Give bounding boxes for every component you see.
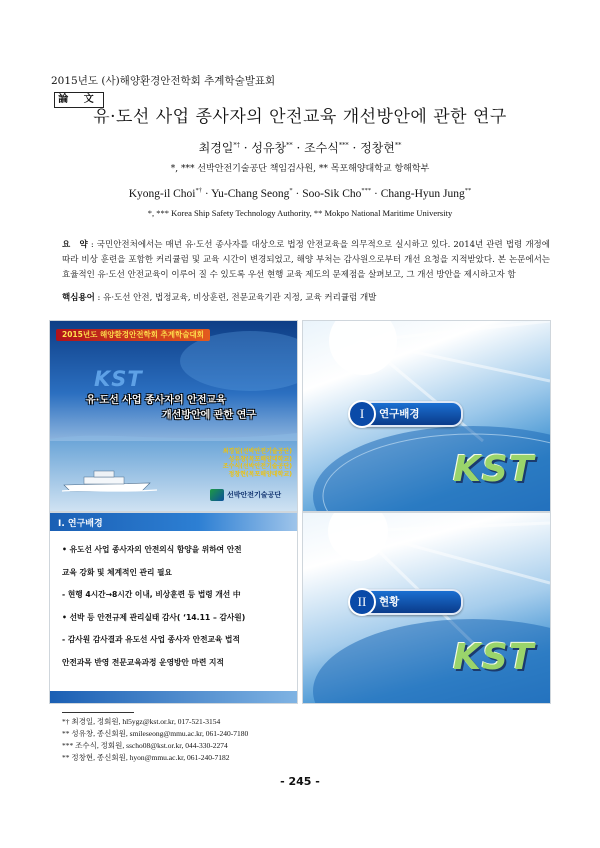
author-name: Soo-Sik Cho [302,188,362,200]
kst-logo-text: KST [94,367,143,391]
author-separator: · [239,141,252,155]
author-mark: *† [233,141,240,149]
bullet-line: 교육 강화 및 체계적인 관리 필요 [62,567,172,577]
author-mark: ** [394,141,402,149]
bullet-line: - 현행 4시간→8시간 이내, 비상훈련 등 법령 개선 中 [62,590,241,599]
author-name: 정창현 [360,141,395,155]
bullet-line: • 선박 등 안전규제 관리실태 감사( ‘14.11 – 감사원) [62,612,246,622]
slide-title-line-2: 개선방안에 관한 연구 [162,410,256,421]
author-name: Kyong-il Choi [128,188,196,200]
author-name: 성유창 [251,141,287,155]
slide-header-bar [50,513,297,531]
bullet-line: 안전과목 반영 전문교육과정 운영방안 마련 지적 [62,657,224,667]
slide-research-background [49,512,298,704]
footnote: ** 성유창, 종신회원, smileseong@mmu.ac.kr, 061-240-7180 [62,729,249,738]
presenter-name: 정창현(목포해양대학교) [228,470,292,478]
presenter-name: 최경일(선박안전기술공단) [222,448,292,455]
conference-header: 2015년도 (사)해양환경안전학회 추계학술발표회 [51,75,276,87]
article-type-tag: 論 文 [54,92,104,108]
slide-header-title: I. 연구배경 [58,519,103,529]
author-mark: * [289,187,293,194]
author-separator: · [202,188,212,200]
keywords-label: 핵심용어 [62,293,95,303]
footnote: ** 정창현, 종신회원, hyon@mmu.ac.kr, 061-240-7182 [62,753,230,762]
author-mark: ** [464,187,472,194]
author-mark: ** [286,141,293,149]
section-label: 현황 [379,596,400,608]
footnote: *† 최경일, 정회원, hl5ygz@kst.or.kr, 017-521-3154 [62,717,221,726]
keywords [62,291,550,303]
slide-bullet-list [62,543,294,678]
presenter-name: 성유창(목포해양대학교) [228,455,292,463]
author-name: Yu-Chang Seong [211,188,290,200]
author-separator: · [348,141,361,155]
ship-icon [62,467,157,493]
authors-korean [0,139,600,156]
slide-main-title [86,393,296,423]
org-logo-icon [210,489,224,501]
author-separator: · [292,188,303,200]
author-mark: *† [195,187,202,194]
section-number: I [348,400,376,428]
presenter-name: 조수식(선박안전기술공단) [222,463,292,470]
authors-english [0,187,600,200]
abstract-label: 요 약 [62,240,88,250]
bullet-line: - 감사원 감사결과 유도선 사업 종사자 안전교육 법적 [62,635,240,644]
kst-logo-text: KST [453,449,535,490]
affiliation-english: *, *** Korea Ship Safety Technology Authority, ** Mokpo National Maritime University [147,208,453,218]
section-badge [349,589,463,615]
kst-org-logo [210,487,290,503]
abstract [62,238,550,283]
author-name: Chang-Hyun Jung [380,188,465,200]
section-badge [349,401,463,427]
org-logo-text: 선박안전기술공단 [227,491,282,499]
footnote-divider [62,712,134,713]
kst-logo-text: KST [453,637,535,678]
affiliation-korean: *, *** 선박안전기술공단 책임검사원, ** 목포해양대학교 항해학부 [170,164,430,174]
keywords-text: : 유·도선 안전, 법정교육, 비상훈련, 전문교육기관 지정, 교육 커리큘럼 개발 [94,293,377,303]
slide-title [49,320,298,512]
slide-section-1 [302,320,551,512]
author-name: 조수식 [304,141,339,155]
paper-title: 유·도선 사업 종사자의 안전교육 개선방안에 관한 연구 [93,107,507,127]
author-separator: · [371,188,381,200]
abstract-text: : 국민안전처에서는 매년 유·도선 종사자를 대상으로 법정 안전교육을 의무적으로 실시하고 있다. 2014년 관련 법령 개정에 따라 비상 훈련을 포함한 커리큘럼 및 교육 시간이 변경되었고, 해양 부처는 감사원으로부터 개선 요청을 지적받았다. 본 논문에서는 효율적인 유·도선 안전교육이 이루어 질 수 있도록 우선 현행 교육 제도의 문제점을 살펴보고, 그 개선 방안을 제시하고자 함 [62,240,550,280]
slide-section-2 [302,512,551,704]
footnote: *** 조수식, 정회원, sscho08@kst.or.kr, 044-330-2274 [62,741,228,750]
bullet-line: • 유도선 사업 종사자의 안전의식 함양을 위하여 안전 [62,545,242,554]
slide-title-line-1: 유·도선 사업 종사자의 안전교육 [86,395,226,406]
section-label: 연구배경 [379,408,420,420]
author-separator: · [292,141,305,155]
author-mark: *** [361,187,372,194]
slide-footer-bar [50,691,297,703]
author-name: 최경일 [198,141,234,155]
section-number: II [348,588,376,616]
author-mark: *** [338,141,349,149]
page-number: - 245 - [280,775,320,788]
presenter-list [200,448,292,478]
slide-conference-banner: 2015년도 해양환경안전학회 추계학술대회 [56,329,210,341]
